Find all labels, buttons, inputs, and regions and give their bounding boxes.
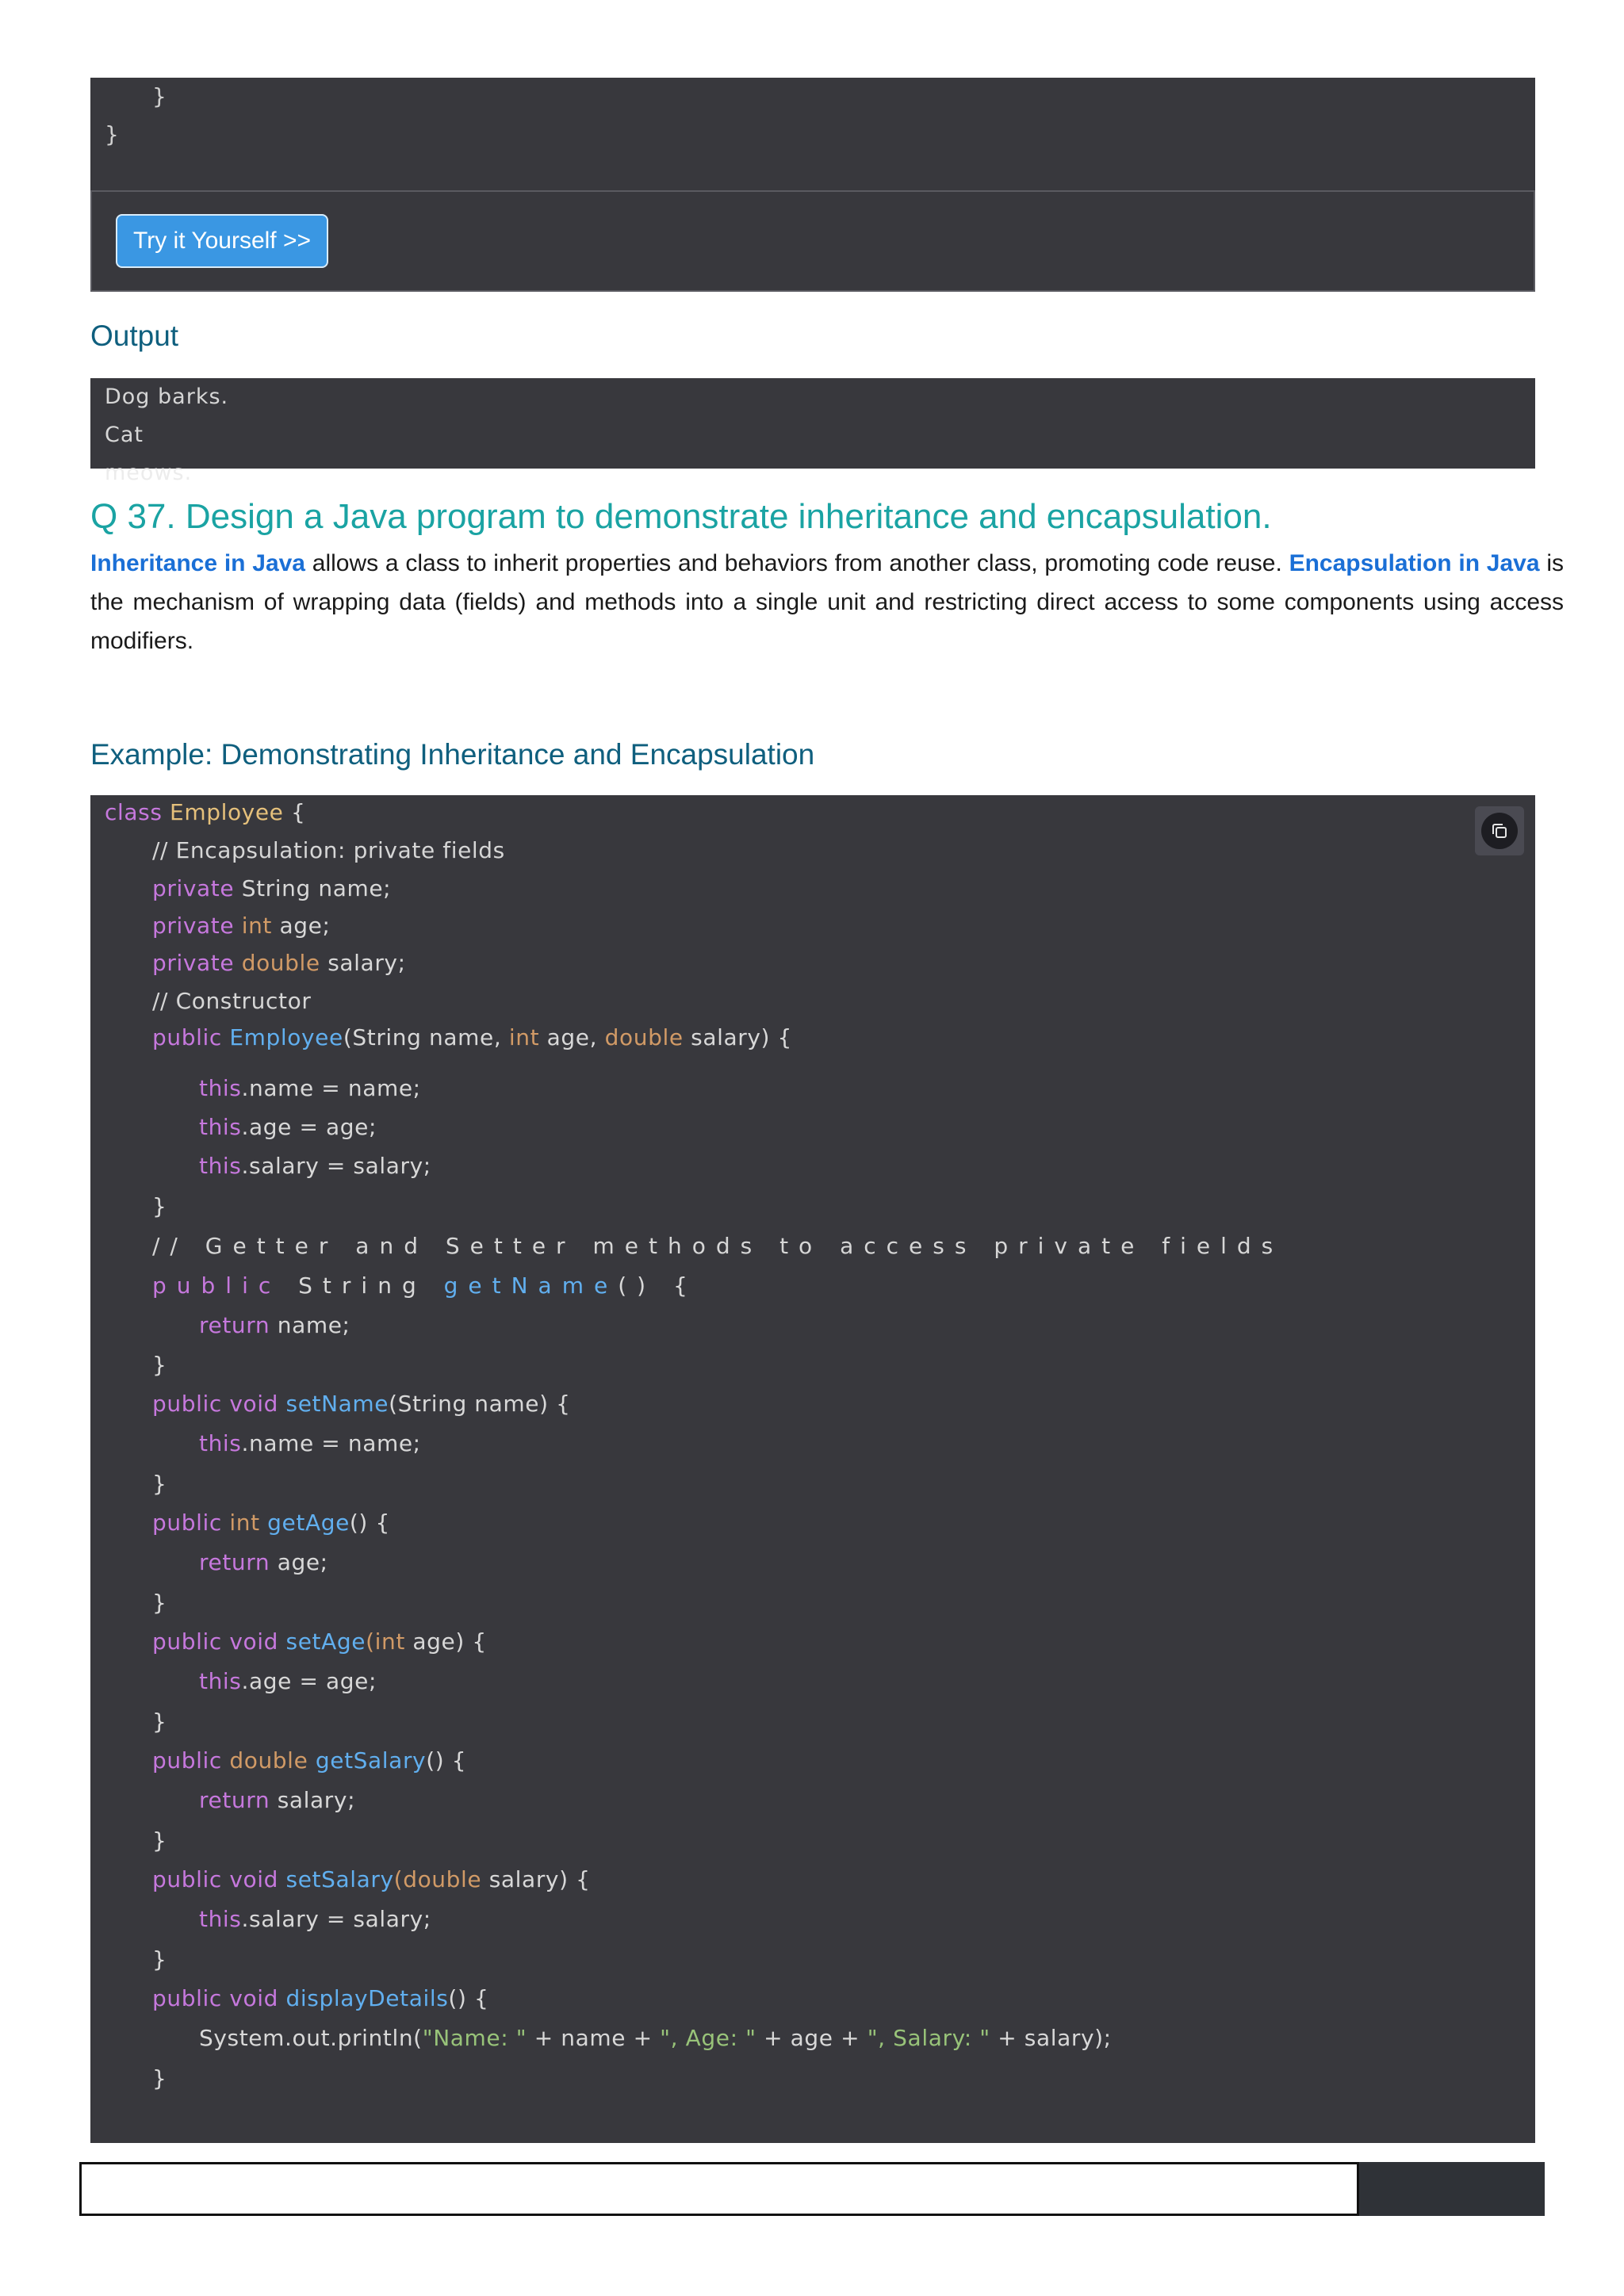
output-line: Dog barks. [105, 385, 229, 409]
output-heading: Output [90, 320, 179, 352]
intro-paragraph [90, 544, 1564, 660]
code-line: } [152, 1352, 167, 1378]
code-line: class Employee { [105, 799, 306, 825]
code-line: public void displayDetails() { [152, 1985, 489, 2011]
output-line: meows. [105, 461, 193, 485]
footer-page-tab [1359, 2162, 1545, 2216]
code-line: return salary; [199, 1787, 356, 1813]
copy-icon [1490, 821, 1509, 840]
code-line: this.salary = salary; [199, 1153, 431, 1179]
code-line: public Employee(String name, int age, double salary) { [152, 1024, 792, 1050]
code-line: } [152, 1709, 167, 1735]
output-block [90, 378, 1535, 485]
code-line: this.name = name; [199, 1075, 421, 1101]
code-line: } [152, 1471, 167, 1497]
code-line: } [105, 121, 119, 147]
inheritance-link[interactable]: Inheritance in Java [90, 550, 305, 576]
code-line: private double salary; [152, 950, 406, 976]
code-line: public void setAge(int age) { [152, 1628, 487, 1655]
code-comment: // Constructor [152, 988, 312, 1014]
code-line: } [152, 1827, 167, 1854]
intro-text: allows a class to inherit properties and behaviors from another class, promoting code reuse. [305, 550, 1289, 576]
previous-code-block [90, 78, 1535, 190]
code-line: public void setSalary(double salary) { [152, 1866, 591, 1892]
code-line: this.age = age; [199, 1668, 377, 1694]
code-line: public String getName() { [152, 1272, 698, 1299]
example-heading: Example: Demonstrating Inheritance and Encapsulation [90, 738, 815, 771]
code-line: public int getAge() { [152, 1510, 390, 1536]
code-line: public void setName(String name) { [152, 1391, 571, 1417]
encapsulation-link[interactable]: Encapsulation in Java [1289, 550, 1540, 576]
code-line: } [152, 1946, 167, 1973]
code-line: } [152, 1193, 167, 1219]
code-comment: // Getter and Setter methods to access private fields [152, 1233, 1284, 1259]
copy-button[interactable] [1475, 806, 1524, 855]
code-block [90, 795, 1535, 2143]
try-it-area [90, 190, 1535, 292]
code-line: this.salary = salary; [199, 1906, 431, 1932]
code-line: System.out.println("Name: " + name + ", Age: " + age + ", Salary: " + salary); [199, 2025, 1112, 2051]
code-line: } [152, 83, 167, 109]
code-line: private String name; [152, 875, 392, 901]
code-line: } [152, 1590, 167, 1616]
footer-box [79, 2162, 1359, 2216]
code-line: return age; [199, 1549, 328, 1575]
page-footer [79, 2162, 1545, 2216]
intro-text: is the mechanism of wrapping data (fields) and methods into a single unit and restricting direct access to some components using access modifiers. [90, 550, 1564, 654]
output-line: Cat [105, 423, 144, 447]
code-line: this.age = age; [199, 1114, 377, 1140]
code-line: private int age; [152, 913, 331, 939]
code-comment: // Encapsulation: private fields [152, 837, 505, 863]
code-line: return name; [199, 1312, 350, 1338]
try-it-yourself-button[interactable]: Try it Yourself >> [116, 214, 328, 268]
code-line: this.name = name; [199, 1430, 421, 1456]
code-line: } [152, 2065, 167, 2091]
question-title: Q 37. Design a Java program to demonstrate inheritance and encapsulation. [90, 497, 1272, 536]
code-line: public double getSalary() { [152, 1747, 467, 1774]
